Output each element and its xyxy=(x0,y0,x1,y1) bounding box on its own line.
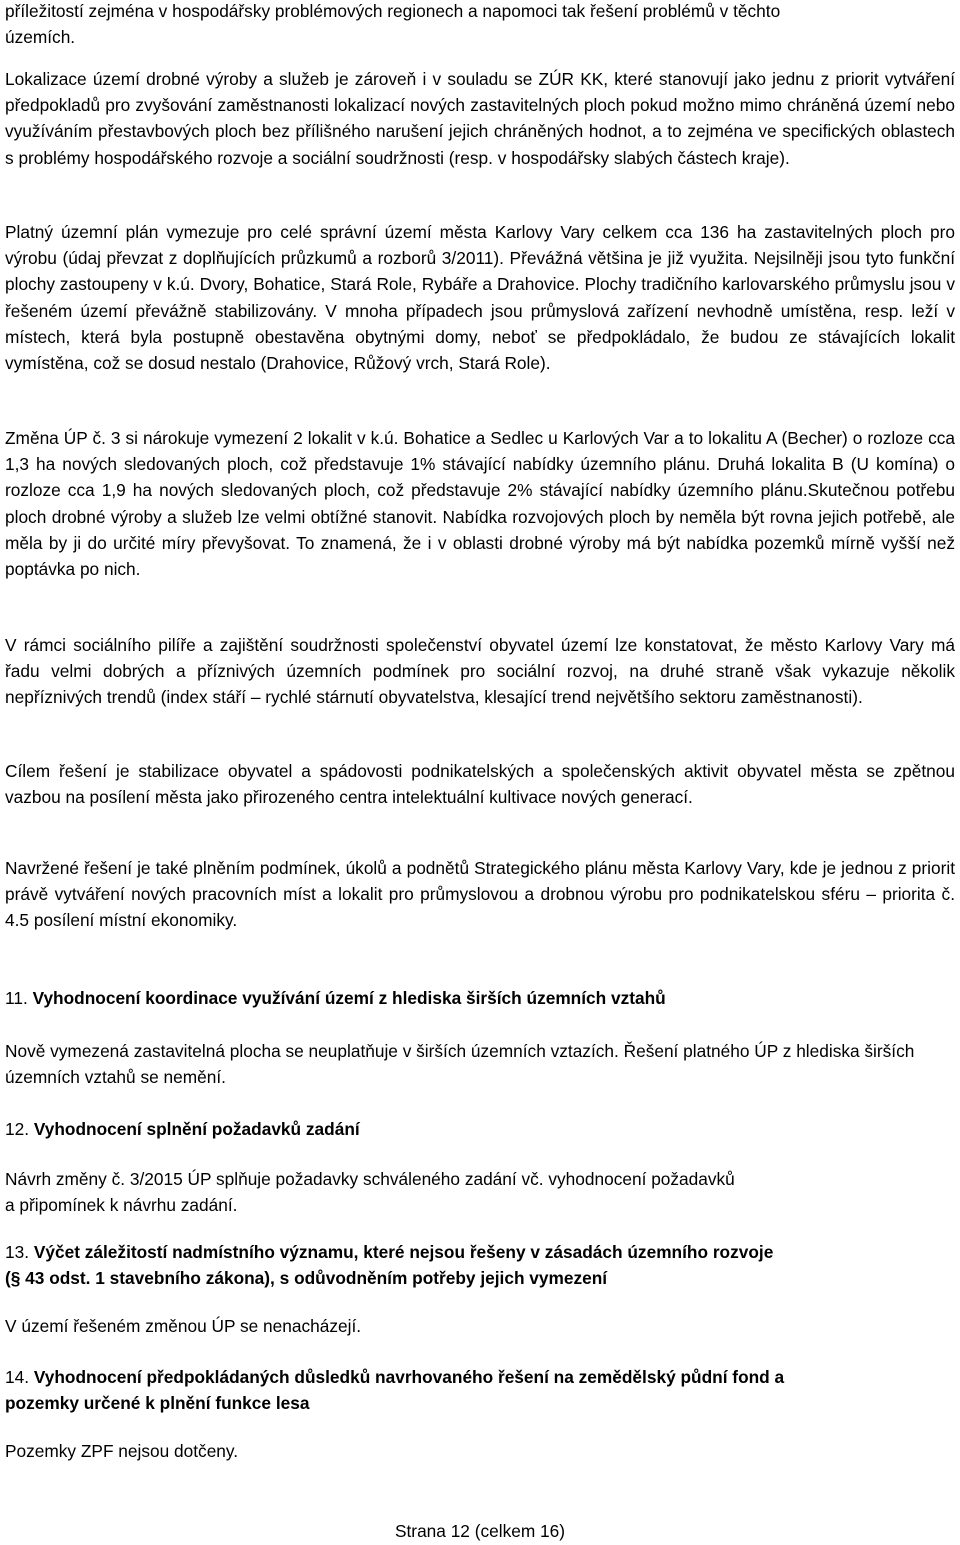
section-12-line-2: a připomínek k návrhu zadání. xyxy=(5,1195,238,1216)
section-12-line-1: Návrh změny č. 3/2015 ÚP splňuje požadavky schváleného zadání vč. vyhodnocení požadavků xyxy=(5,1169,735,1189)
section-13-number: 13. xyxy=(5,1242,30,1262)
section-11-title: Vyhodnocení koordinace využívání území z hlediska širších územních vztahů xyxy=(32,988,666,1008)
section-13-heading xyxy=(5,1239,955,1291)
section-14-title-line-1: Vyhodnocení předpokládaných důsledků navrhovaného řešení na zemědělský půdní fond a xyxy=(33,1367,785,1387)
section-14-text: Pozemky ZPF nejsou dotčeny. xyxy=(5,1441,239,1461)
paragraph-platny-uzemni-plan: Platný územní plán vymezuje pro celé správní území města Karlovy Vary celkem cca 136 ha zastavitelných ploch pro výrobu (údaj převzat z doplňujících průzkumů a rozborů 3/2011). Převážná většina je již využita. Nejsilněji jsou tyto funkční plochy zastoupeny v k.ú. Dvory, Bohatice, Stará Role, Rybáře a Drahovice. Plochy tradičního karlovarského průmyslu jsou v řešeném území převážně stabilizovány. V mnoha případech jsou průmyslová zařízení nevhodně umístěna, resp. leží v místech, která byla postupně obestavěna obytnými domy, neboť se předpokládalo, že budou ze stávajících lokalit vymístěna, což se dosud nestalo (Drahovice, Růžový vrch, Stará Role). xyxy=(5,222,955,374)
paragraph-navrzene-reseni: Navržené řešení je také plněním podmínek, úkolů a podnětů Strategického plánu města Karlovy Vary, kde je jednou z priorit právě vytváření nových pracovních míst a lokalit pro průmyslovou a drobnou výrobu pro podnikatelskou sféru – priorita č. 4.5 posílení místní ekonomiky. xyxy=(5,858,955,931)
section-13-title-line-2: (§ 43 odst. 1 stavebního zákona), s odůvodněním potřeby jejich vymezení xyxy=(5,1268,608,1289)
paragraph-zmena-up: Změna ÚP č. 3 si nárokuje vymezení 2 lokalit v k.ú. Bohatice a Sedlec u Karlových Var a to lokalitu A (Becher) o rozloze cca 1,3 ha nových sledovaných ploch, což představuje 1% stávající nabídky územního plánu. Druhá lokalita B (U komína) o rozloze cca 1,9 ha nových sledovaných ploch, což představuje 2% stávající nabídky územního plánu.Skutečnou potřebu ploch drobné výroby a služeb lze velmi obtížné stanovit. Nabídka rozvojových ploch by neměla být rovna jejich potřebě, ale měla by ji do určité míry převyšovat. To znamená, že i v oblasti drobné výroby má být nabídka pozemků mírně vyšší než poptávka po nich. xyxy=(5,428,955,580)
section-14-title-line-2: pozemky určené k plnění funkce lesa xyxy=(5,1393,310,1414)
section-11-text: Nově vymezená zastavitelná plocha se neuplatňuje v širších územních vztazích. Řešení platného ÚP z hlediska širších územních vztahů se nemění. xyxy=(5,1041,915,1088)
section-12-number: 12. xyxy=(5,1119,30,1139)
paragraph-cilem-reseni: Cílem řešení je stabilizace obyvatel a spádovosti podnikatelských a společenských aktivit obyvatel města se zpětnou vazbou na posílení města jako přirozeného centra intelektuální kultivace nových generací. xyxy=(5,761,955,808)
intro-line-1: příležitostí zejména v hospodářsky problémových regionech a napomoci tak řešení problémů v těchto xyxy=(5,1,781,21)
section-13-text: V území řešeném změnou ÚP se nenacházejí. xyxy=(5,1316,362,1336)
section-12-heading xyxy=(5,1116,955,1142)
intro-line-2: územích. xyxy=(5,27,76,48)
paragraph-intro-continuation xyxy=(5,0,955,50)
paragraph-socialni-pilir: V rámci sociálního pilíře a zajištění soudržnosti společenství obyvatel území lze konstatovat, že město Karlovy Vary má řadu velmi dobrých a příznivých územních podmínek pro sociální rozvoj, na druhé straně však vykazuje několik nepříznivých trendů (index stáří – rychlé stárnutí obyvatelstva, klesající trend největšího sektoru zaměstnanosti). xyxy=(5,635,955,708)
section-12-text xyxy=(5,1166,955,1218)
page-footer: Strana 12 (celkem 16) xyxy=(394,1521,565,1541)
section-11-heading xyxy=(5,985,955,1011)
section-11-number: 11. xyxy=(5,988,28,1008)
section-14-heading xyxy=(5,1364,955,1416)
section-14-number: 14. xyxy=(5,1367,30,1387)
paragraph-lokalizace: Lokalizace území drobné výroby a služeb je zároveň i v souladu se ZÚR KK, které stanovují jako jednu z priorit vytváření předpokladů pro zvyšování zaměstnanosti lokalizací nových zastavitelných ploch pokud možno mimo chráněná území nebo využíváním přestavbových ploch bez přílišného narušení jejich chráněných hodnot, a to zejména ve specifických oblastech s problémy hospodářského rozvoje a sociální soudržnosti (resp. v hospodářsky slabých částech kraje). xyxy=(5,69,955,168)
section-13-title-line-1: Výčet záležitostí nadmístního významu, které nejsou řešeny v zásadách územního rozvoje xyxy=(33,1242,774,1262)
section-12-title: Vyhodnocení splnění požadavků zadání xyxy=(33,1119,360,1139)
